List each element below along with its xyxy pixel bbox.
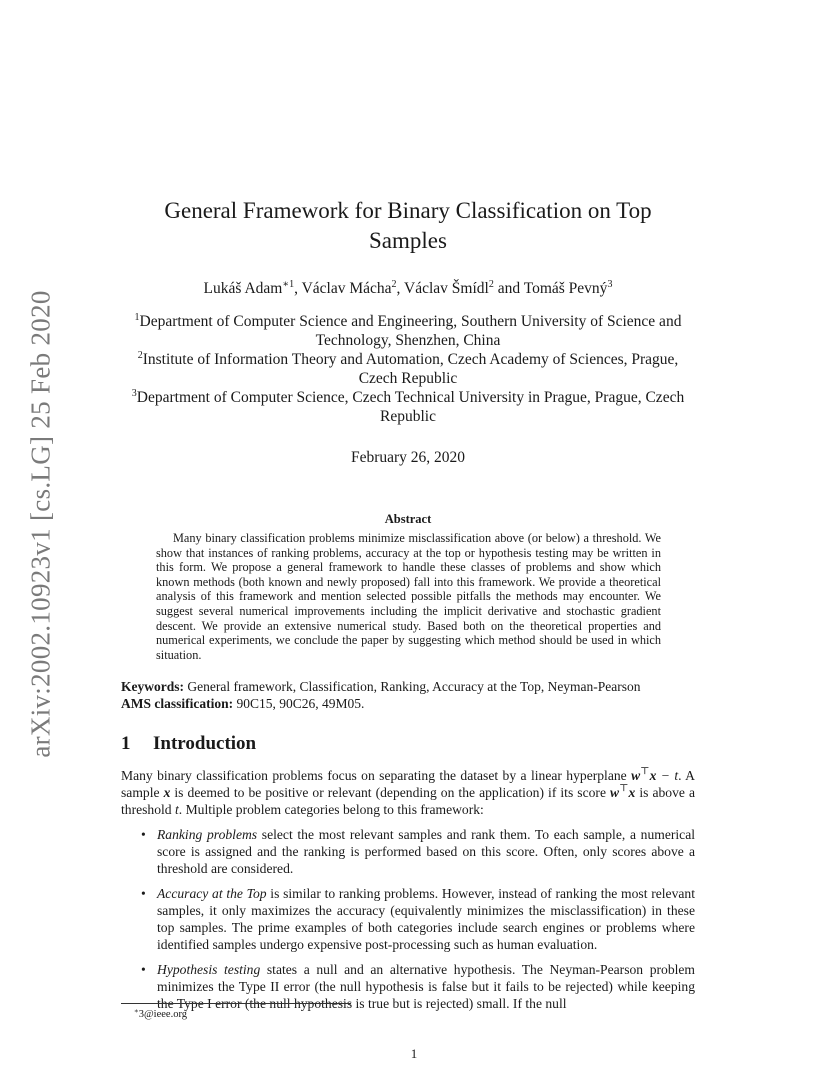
- page-number: 1: [410, 1046, 418, 1061]
- author-mark: ∗1: [282, 279, 295, 290]
- affiliation-text: Department of Computer Science, Czech Technical University in Prague, Prague, Czech Republic: [136, 389, 685, 425]
- footnote-divider: [121, 1003, 351, 1004]
- bullet-term: Accuracy at the Top: [157, 886, 267, 901]
- author-name: Tomáš Pevný: [523, 280, 608, 297]
- bullet-icon: •: [141, 962, 146, 977]
- math-vector-w: w: [631, 768, 641, 783]
- section-number: 1: [121, 733, 131, 754]
- keywords-block: [121, 678, 697, 712]
- footnote-mark: ∗: [134, 1007, 139, 1015]
- arxiv-identifier: arXiv:2002.10923v1 [cs.LG] 25 Feb 2020: [25, 290, 56, 758]
- math-threshold-term: − t: [656, 768, 679, 783]
- math-vector-x: x: [163, 785, 171, 801]
- math-vector-w: w: [610, 785, 620, 801]
- ams-label: AMS classification:: [121, 696, 234, 711]
- affiliation-2: [120, 350, 696, 388]
- math-threshold: t: [175, 802, 179, 818]
- abstract-heading: Abstract: [384, 512, 432, 526]
- author-name: Lukáš Adam: [203, 280, 283, 297]
- intro-text: is above a threshold: [121, 785, 696, 818]
- author-mark: 2: [391, 279, 397, 290]
- affiliation-mark: 3: [131, 388, 137, 399]
- bullet-term: Ranking problems: [157, 827, 258, 842]
- affiliation-3: [120, 388, 696, 426]
- author-separator: and: [493, 280, 524, 297]
- problem-category-list: [138, 826, 696, 1020]
- publication-date: February 26, 2020: [350, 449, 466, 466]
- keywords-label: Keywords:: [121, 679, 184, 694]
- math-vector-x: x: [649, 768, 657, 783]
- list-item: [141, 961, 695, 1012]
- author-list: [120, 279, 696, 299]
- affiliation-text: Department of Computer Science and Engineering, Southern University of Science and Technology, Shenzhen, China: [139, 313, 682, 349]
- author-separator: ,: [294, 280, 302, 297]
- math-transpose: ⊤: [640, 766, 650, 777]
- author-mark: 2: [488, 279, 494, 290]
- footnote: [134, 1009, 187, 1020]
- arxiv-identifier-sidebar: [24, 0, 58, 1072]
- author-name: Václav Šmídl: [404, 280, 489, 297]
- intro-paragraph: [121, 767, 695, 819]
- author-mark: 3: [607, 279, 613, 290]
- bullet-icon: •: [141, 827, 146, 842]
- paper-title: General Framework for Binary Classification on Top Samples: [164, 198, 652, 253]
- list-item: [141, 885, 695, 953]
- intro-text: . A sample: [121, 768, 695, 801]
- affiliation-mark: 2: [137, 350, 143, 361]
- author-separator: ,: [396, 280, 405, 297]
- intro-text: Many binary classification problems focus on separating the dataset by a linear hyperplane: [121, 768, 632, 783]
- section-title-text: Introduction: [153, 733, 257, 754]
- keywords-text: General framework, Classification, Ranking, Accuracy at the Top, Neyman-Pearson: [184, 679, 641, 694]
- bullet-text: select the most relevant samples and rank them. To each sample, a numerical score is assigned and the ranking is performed based on this score. Often, only scores above a threshold are considered.: [157, 827, 696, 876]
- keywords-line: [121, 678, 697, 695]
- ams-line: [121, 695, 697, 712]
- affiliation-1: [120, 312, 696, 350]
- bullet-text: is similar to ranking problems. However, instead of ranking the most relevant samples, it only maximizes the accuracy (equivalently minimizes the misclassification) in these top samples. The prime examples of both categories include search engines or problems where identified samples undergo expensive post-processing such as human evaluation.: [157, 886, 695, 952]
- bullet-icon: •: [141, 886, 146, 901]
- section-heading: [121, 733, 256, 755]
- math-transpose: ⊤: [619, 783, 629, 795]
- intro-text: . Multiple problem categories belong to this framework:: [178, 802, 484, 818]
- bullet-term: Hypothesis testing: [157, 962, 261, 977]
- ams-text: 90C15, 90C26, 49M05.: [233, 696, 365, 711]
- intro-text: is deemed to be positive or relevant (depending on the application) if its score: [170, 785, 611, 801]
- abstract-text: Many binary classification problems minimize misclassification above (or below) a threshold. We show that instances of ranking problems, accuracy at the top or hypothesis testing may be written in this form. We propose a general framework to handle these classes of problems and show which known methods (both known and newly proposed) fall into this framework. We provide a theoretical analysis of this framework and mention selected possible pitfalls the methods may encounter. We suggest several numerical improvements including the implicit derivative and stochastic gradient descent. We provide an extensive numerical study. Based both on the theoretical properties and numerical experiments, we conclude the paper by suggesting which method should be used in which situation.: [156, 531, 661, 662]
- affiliation-mark: 1: [134, 312, 140, 323]
- affiliation-text: Institute of Information Theory and Automation, Czech Academy of Sciences, Prague, Czech Republic: [142, 351, 679, 387]
- footnote-text: 3@ieee.org: [138, 1009, 188, 1020]
- math-vector-x: x: [628, 785, 636, 801]
- list-item: [141, 826, 695, 877]
- bullet-text: states a null and an alternative hypothesis. The Neyman-Pearson problem minimizes the Type II error (the null hypothesis is false but it fails to be rejected) while keeping the Type I error (the null hypothesis is true but is rejected) small. If the null: [157, 962, 695, 1011]
- author-name: Václav Mácha: [301, 280, 392, 297]
